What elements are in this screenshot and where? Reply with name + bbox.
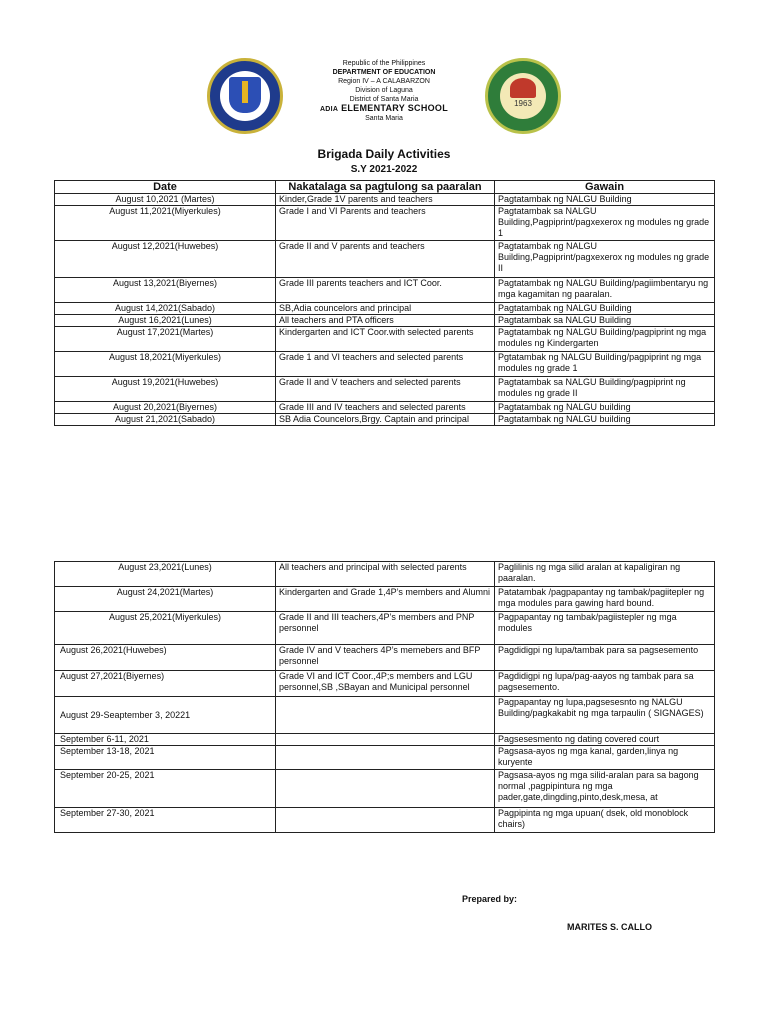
table-row bbox=[55, 612, 715, 645]
date-cell: August 14,2021(Sabado) bbox=[55, 303, 276, 315]
table-row bbox=[55, 770, 715, 808]
assigned-cell: Grade I and VI Parents and teachers bbox=[276, 206, 495, 241]
table-row bbox=[55, 808, 715, 833]
task-cell: Pgtatambak ng NALGU Building/pagpiprint ng mga modules ng grade 1 bbox=[495, 352, 715, 377]
task-cell: Pagdidigpi ng lupa/pag-aayos ng tambak para sa pagsesemento. bbox=[495, 671, 715, 697]
date-cell: August 13,2021(Biyernes) bbox=[55, 278, 276, 303]
assigned-cell: SB Adia Councelors,Brgy. Captain and principal bbox=[276, 414, 495, 426]
date-cell: September 13-18, 2021 bbox=[55, 746, 276, 770]
date-cell: September 6-11, 2021 bbox=[55, 734, 276, 746]
town-line: Santa Maria bbox=[365, 115, 403, 122]
column-header-assigned: Nakatalaga sa pagtulong sa paaralan bbox=[276, 181, 495, 194]
table-row bbox=[55, 303, 715, 315]
date-cell: August 18,2021(Miyerkules) bbox=[55, 352, 276, 377]
prepared-by-label: Prepared by: bbox=[462, 894, 518, 904]
signatory-name: MARITES S. CALLO bbox=[567, 922, 652, 932]
date-cell: August 27,2021(Biyernes) bbox=[55, 671, 276, 697]
task-cell: Pagtatambak sa NALGU Building,Pagpiprint/pagxexerox ng modules ng grade 1 bbox=[495, 206, 715, 241]
assigned-cell bbox=[276, 734, 495, 746]
column-header-task: Gawain bbox=[495, 181, 715, 194]
assigned-cell: Kinder,Grade 1V parents and teachers bbox=[276, 194, 495, 206]
date-cell: August 12,2021(Huwebes) bbox=[55, 241, 276, 278]
date-cell: August 23,2021(Lunes) bbox=[55, 562, 276, 587]
date-cell: August 26,2021(Huwebes) bbox=[55, 645, 276, 671]
date-cell: August 20,2021(Biyernes) bbox=[55, 402, 276, 414]
date-cell: August 10,2021 (Martes) bbox=[55, 194, 276, 206]
table-row bbox=[55, 746, 715, 770]
school-prefix: ADIA bbox=[319, 106, 339, 113]
date-cell: August 21,2021(Sabado) bbox=[55, 414, 276, 426]
assigned-cell: Grade III and IV teachers and selected parents bbox=[276, 402, 495, 414]
school-line bbox=[300, 104, 468, 114]
assigned-cell: Kindergarten and Grade 1,4P’s members and Alumni bbox=[276, 587, 495, 612]
date-cell: September 20-25, 2021 bbox=[55, 770, 276, 808]
assigned-cell bbox=[276, 697, 495, 734]
assigned-cell: Grade II and III teachers,4P’s members and PNP personnel bbox=[276, 612, 495, 645]
assigned-cell: Grade III parents teachers and ICT Coor. bbox=[276, 278, 495, 303]
task-cell: Pagtatambak ng NALGU building bbox=[495, 414, 715, 426]
department-line: DEPARTMENT OF EDUCATION bbox=[332, 69, 436, 76]
task-cell: Pagtatambak ng NALGU Building,Pagpiprint/pagxexerox ng modules ng grade II bbox=[495, 241, 715, 278]
assigned-cell: Grade IV and V teachers 4P’s memebers and BFP personnel bbox=[276, 645, 495, 671]
task-cell: Pagpipinta ng mga upuan( dsek, old monoblock chairs) bbox=[495, 808, 715, 833]
task-cell: Pagtatambak ng NALGU Building/pagpiprint ng mga modules ng Kindergarten bbox=[495, 327, 715, 352]
region-line: Region IV – A CALABARZON bbox=[338, 78, 430, 85]
activities-table-1 bbox=[54, 180, 715, 426]
task-cell: Pagtatambak sa NALGU Building/pagpiprint ng modules ng grade II bbox=[495, 377, 715, 402]
assigned-cell: Grade II and V teachers and selected parents bbox=[276, 377, 495, 402]
activities-table-2 bbox=[54, 561, 715, 833]
assigned-cell: Grade II and V parents and teachers bbox=[276, 241, 495, 278]
division-line: Division of Laguna bbox=[355, 87, 413, 94]
table-row bbox=[55, 402, 715, 414]
assigned-cell: All teachers and principal with selected parents bbox=[276, 562, 495, 587]
letterhead bbox=[300, 59, 468, 123]
date-cell: August 11,2021(Miyerkules) bbox=[55, 206, 276, 241]
task-cell: Pagsasa-ayos ng mga kanal, garden,linya ng kuryente bbox=[495, 746, 715, 770]
table-row bbox=[55, 194, 715, 206]
task-cell: Pagtatambak sa NALGU Building bbox=[495, 315, 715, 327]
table-row bbox=[55, 562, 715, 587]
date-cell: August 17,2021(Martes) bbox=[55, 327, 276, 352]
table-row bbox=[55, 414, 715, 426]
task-cell: Pagsasa-ayos ng mga silid-aralan para sa bagong normal ,pagpipintura ng mga pader,gate,dingding,pinto,desk,mesa, at bbox=[495, 770, 715, 808]
task-cell: Pagpapantay ng tambak/pagiistepler ng mga modules bbox=[495, 612, 715, 645]
assigned-cell: Kindergarten and ICT Coor.with selected parents bbox=[276, 327, 495, 352]
republic-line: Republic of the Philippines bbox=[342, 60, 426, 67]
task-cell: Pagsesesmento ng dating covered court bbox=[495, 734, 715, 746]
school-year: S.Y 2021-2022 bbox=[350, 164, 418, 175]
table-row bbox=[55, 671, 715, 697]
district-line: District of Santa Maria bbox=[349, 96, 419, 103]
task-cell: Paglilinis ng mga silid aralan at kapaligiran ng paaralan. bbox=[495, 562, 715, 587]
assigned-cell bbox=[276, 808, 495, 833]
table-row bbox=[55, 241, 715, 278]
date-cell: September 27-30, 2021 bbox=[55, 808, 276, 833]
task-cell: Pagtatambak ng NALGU Building bbox=[495, 303, 715, 315]
table-row bbox=[55, 315, 715, 327]
task-cell: Pagtatambak ng NALGU Building/pagiimbentaryu ng mga kagamitan ng paaralan. bbox=[495, 278, 715, 303]
task-cell: Patatambak /pagpapantay ng tambak/pagiitepler ng mga modules para gawing hard bound. bbox=[495, 587, 715, 612]
assigned-cell: SB,Adia councelors and principal bbox=[276, 303, 495, 315]
date-cell: August 29-Seaptember 3, 20221 bbox=[55, 697, 276, 734]
school-seal-logo bbox=[485, 58, 561, 134]
assigned-cell: Grade VI and ICT Coor.,4P;s members and LGU personnel,SB ,SBayan and Municipal personnel bbox=[276, 671, 495, 697]
table-row bbox=[55, 587, 715, 612]
assigned-cell bbox=[276, 746, 495, 770]
assigned-cell bbox=[276, 770, 495, 808]
table-row bbox=[55, 327, 715, 352]
date-cell: August 19,2021(Huwebes) bbox=[55, 377, 276, 402]
table-row bbox=[55, 352, 715, 377]
school-name: ELEMENTARY SCHOOL bbox=[341, 103, 449, 113]
table-row bbox=[55, 278, 715, 303]
assigned-cell: Grade 1 and VI teachers and selected parents bbox=[276, 352, 495, 377]
table-row bbox=[55, 377, 715, 402]
date-cell: August 16,2021(Lunes) bbox=[55, 315, 276, 327]
date-cell: August 24,2021(Martes) bbox=[55, 587, 276, 612]
deped-seal-logo bbox=[207, 58, 283, 134]
date-cell: August 25,2021(Miyerkules) bbox=[55, 612, 276, 645]
column-header-date: Date bbox=[55, 181, 276, 194]
task-cell: Pagpapantay ng lupa,pagsesesnto ng NALGU Building/pagkakabit ng mga tarpaulin ( SIGNAGES) bbox=[495, 697, 715, 734]
table-row bbox=[55, 645, 715, 671]
table-header-row bbox=[55, 181, 715, 194]
seal-year: 1963 bbox=[514, 99, 532, 108]
table-row bbox=[55, 697, 715, 734]
assigned-cell: All teachers and PTA officers bbox=[276, 315, 495, 327]
task-cell: Pagtatambak ng NALGU Building bbox=[495, 194, 715, 206]
task-cell: Pagtatambak ng NALGU building bbox=[495, 402, 715, 414]
table-row bbox=[55, 734, 715, 746]
task-cell: Pagdidigpi ng lupa/tambak para sa pagsesemento bbox=[495, 645, 715, 671]
page-title: Brigada Daily Activities bbox=[317, 147, 451, 161]
table-row bbox=[55, 206, 715, 241]
